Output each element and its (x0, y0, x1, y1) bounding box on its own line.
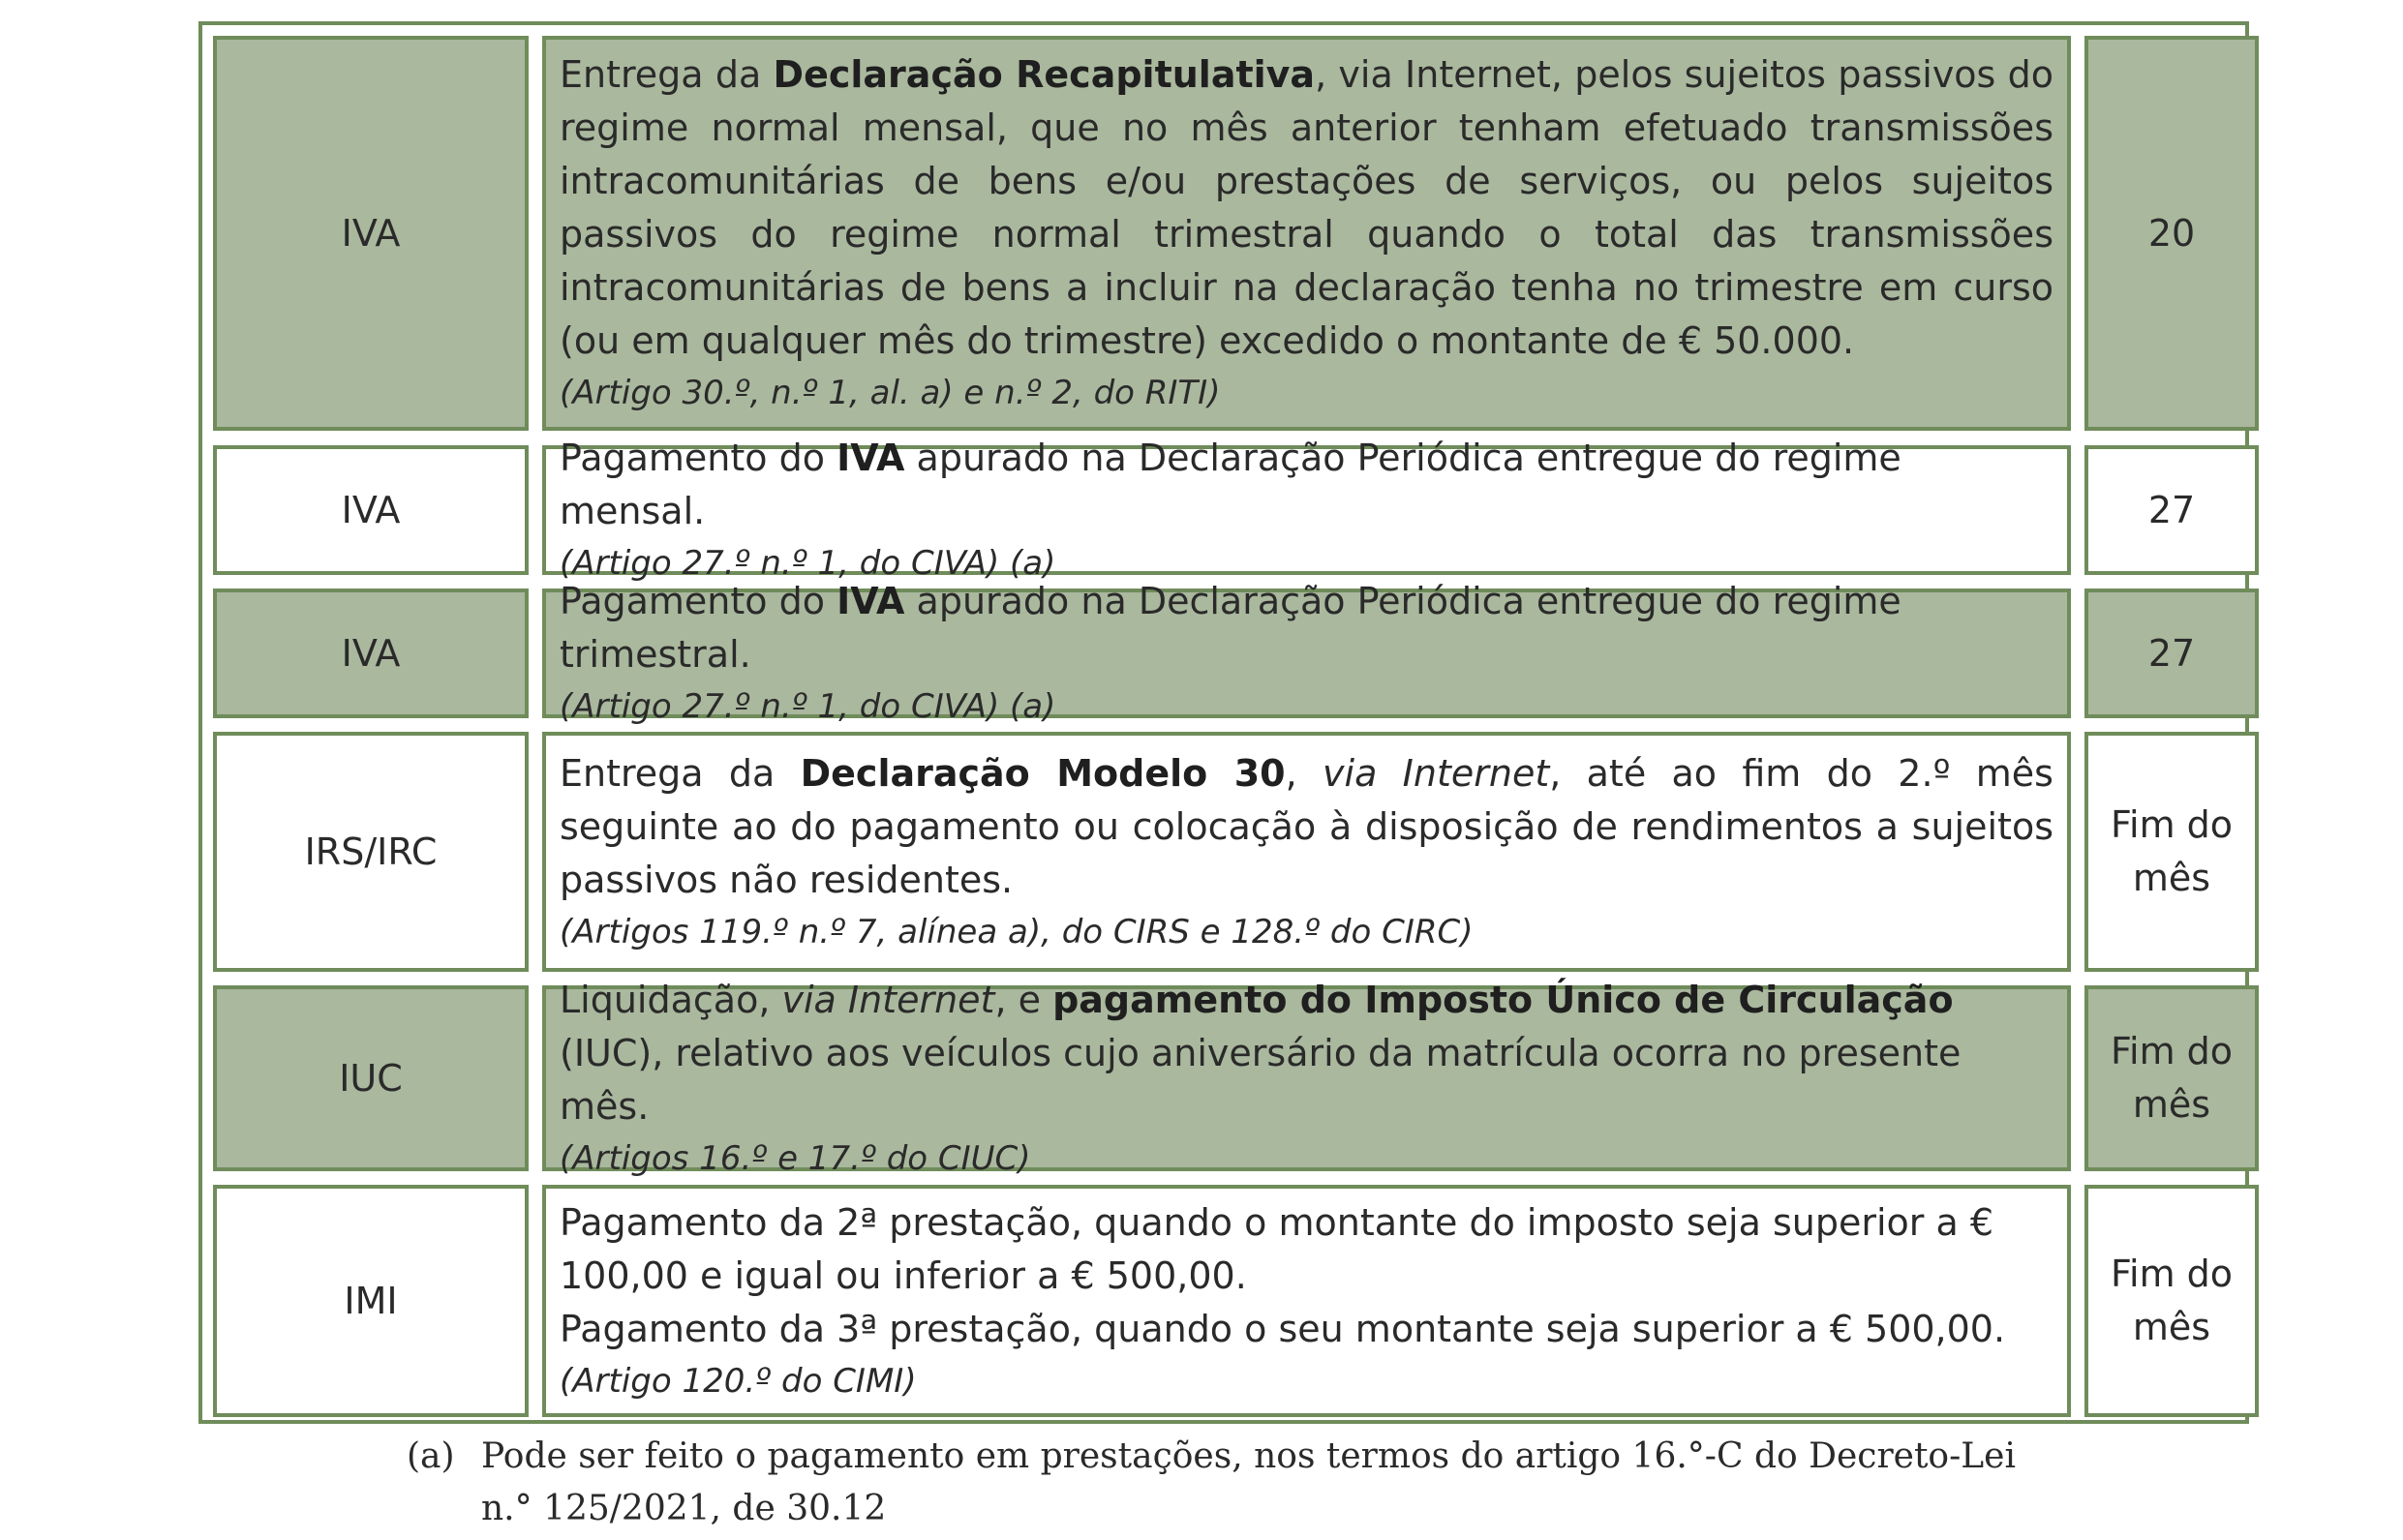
description-cell (542, 732, 2071, 972)
tax-label: IMI (344, 1279, 398, 1322)
legal-citation: (Artigos 16.º e 17.º do CIUC) (560, 1138, 1031, 1178)
tax-label: IVA (341, 631, 401, 675)
deadline-cell (2084, 36, 2259, 431)
description-cell (542, 36, 2071, 431)
tax-cell (213, 985, 529, 1171)
description-text: Liquidação, via Internet, e pagamento do Imposto Único de Circulação (IUC), relativo aos veículos cujo aniversário da matrícula ocorra no presente mês. (560, 978, 1962, 1128)
deadline-cell (2084, 445, 2259, 575)
deadline-label: 27 (2147, 631, 2196, 675)
description-text: Pagamento do IVA apurado na Declaração Periódica entregue do regime trimestral. (560, 580, 1901, 676)
footnote-text: Pode ser feito o pagamento em prestações, nos termos do artigo 16.°-C do Decreto-Lei n.° 125/2021, de 30.12 (481, 1436, 2016, 1528)
deadline-cell (2084, 1185, 2259, 1417)
tax-cell (213, 589, 529, 718)
legal-citation: (Artigo 120.º do CIMI) (560, 1361, 917, 1401)
tax-label: IRS/IRC (304, 830, 438, 873)
tax-cell (213, 1185, 529, 1417)
deadline-cell (2084, 589, 2259, 718)
tax-label: IUC (339, 1056, 403, 1100)
deadline-cell (2084, 985, 2259, 1171)
deadline-label: 27 (2147, 488, 2196, 531)
legal-citation: (Artigo 27.º n.º 1, do CIVA) (a) (560, 687, 1056, 726)
description-text: Pagamento do IVA apurado na Declaração Periódica entregue do regime mensal. (560, 437, 1901, 532)
deadline-label: Fim do mês (2110, 1030, 2234, 1126)
description-cell (542, 978, 2071, 1178)
deadline-label: Fim do mês (2110, 1253, 2234, 1348)
tax-label: IVA (341, 488, 401, 531)
tax-cell (213, 445, 529, 575)
obligations-table (198, 21, 2249, 1424)
description-text: Entrega da Declaração Recapitulativa, via Internet, pelos sujeitos passivos do regime normal mensal, que no mês anterior tenham efetuado transmissões intracomunitárias de bens e/ou prestações de serviços, ou pelos sujeitos passivos do regime normal trimestral quando o total das transmissões intracomunitárias de bens a incluir na declaração tenha no trimestre em curso (ou em qualquer mês do trimestre) excedido o montante de € 50.000. (560, 53, 2054, 362)
tax-label: IVA (341, 211, 401, 255)
description-cell (542, 580, 2071, 726)
deadline-cell (2084, 732, 2259, 972)
legal-citation: (Artigo 30.º, n.º 1, al. a) e n.º 2, do RITI) (560, 374, 1221, 412)
deadline-label: Fim do mês (2110, 803, 2234, 899)
deadline-label: 20 (2147, 211, 2196, 255)
tax-cell (213, 732, 529, 972)
tax-cell (213, 36, 529, 431)
description-text: Pagamento da 2ª prestação, quando o montante do imposto seja superior a € 100,00 e igual ou inferior a € 500,00. (560, 1200, 1994, 1297)
footnote-marker: (a) (407, 1436, 455, 1476)
legal-citation: (Artigos 119.º n.º 7, alínea a), do CIRS e 128.º do CIRC) (560, 912, 1474, 951)
legal-citation: (Artigo 27.º n.º 1, do CIVA) (a) (560, 544, 1056, 583)
description-text: Pagamento da 3ª prestação, quando o seu montante seja superior a € 500,00. (560, 1307, 2006, 1350)
description-text: Entrega da Declaração Modelo 30, via Internet, até ao fim do 2.º mês seguinte ao do pagamento ou colocação à disposição de rendimentos a sujeitos passivos não residentes. (560, 751, 2053, 901)
description-cell (542, 437, 2071, 583)
description-cell (542, 1185, 2071, 1417)
